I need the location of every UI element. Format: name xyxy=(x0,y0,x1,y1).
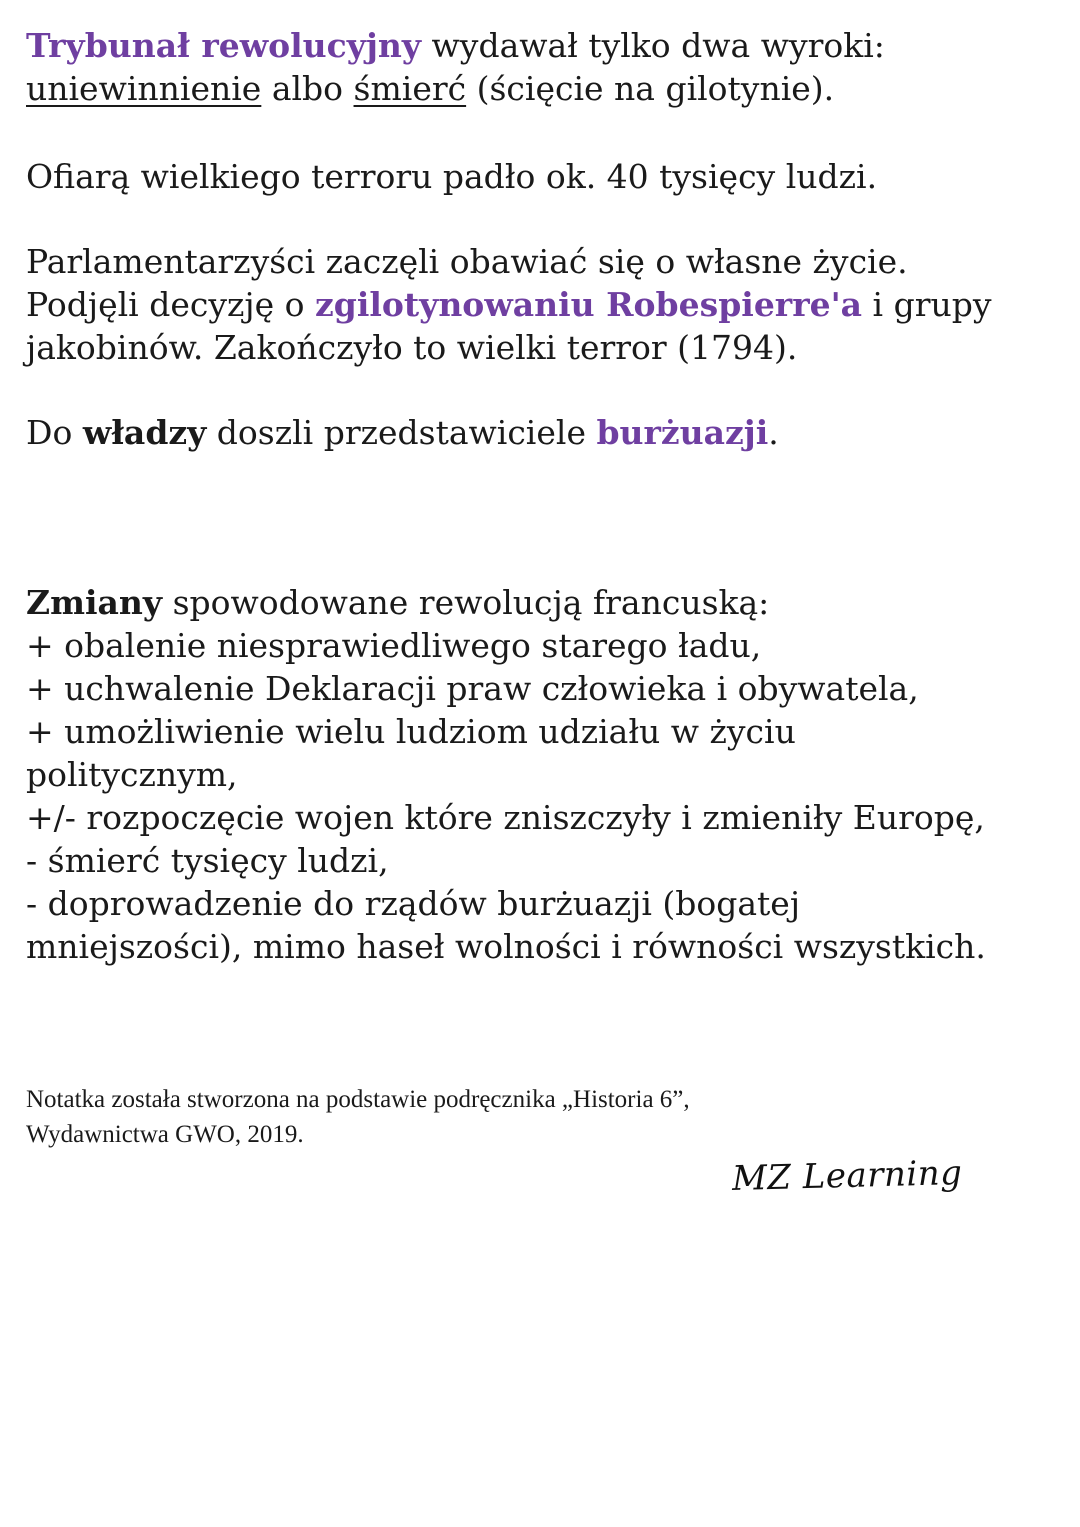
paragraph-victims: Ofiarą wielkiego terroru padło ok. 40 tysięcy ludzi. xyxy=(26,157,878,196)
term-changes: Zmiany xyxy=(26,583,163,622)
text-fragment: albo xyxy=(261,69,354,108)
list-item: mniejszości), mimo haseł wolności i równości wszystkich. xyxy=(26,927,986,966)
source-footnote xyxy=(26,1082,690,1152)
text-fragment: Do xyxy=(26,413,83,452)
term-death: śmierć xyxy=(353,69,467,108)
text-fragment: doszli przedstawiciele xyxy=(206,413,597,452)
text-fragment: spowodowane rewolucją francuską: xyxy=(162,583,770,622)
paragraph-parliament xyxy=(26,240,992,369)
paragraph-power xyxy=(26,411,779,454)
footnote-line: Notatka została stworzona na podstawie podręcznika „Historia 6”, xyxy=(26,1086,690,1113)
list-item: - doprowadzenie do rządów burżuazji (bogatej xyxy=(26,884,801,923)
term-bourgeoisie: burżuazji xyxy=(596,413,769,452)
list-item: politycznym, xyxy=(26,755,238,794)
list-item: + obalenie niesprawiedliwego starego ładu, xyxy=(26,626,762,665)
text-fragment: Podjęli decyzję o xyxy=(26,285,315,324)
list-item: + uchwalenie Deklaracji praw człowieka i obywatela, xyxy=(26,669,919,708)
term-guillotine-robespierre: zgilotynowaniu Robespierre'a xyxy=(315,285,863,324)
term-power: władzy xyxy=(82,413,207,452)
signature: MZ Learning xyxy=(731,1152,963,1200)
text-fragment: . xyxy=(768,413,779,452)
text-fragment: i grupy xyxy=(862,285,992,324)
text-fragment: (ścięcie na gilotynie). xyxy=(466,69,835,108)
term-tribunal: Trybunał rewolucyjny xyxy=(26,26,422,65)
text-line: Parlamentarzyści zaczęli obawiać się o własne życie. xyxy=(26,242,908,281)
list-item: +/- rozpoczęcie wojen które zniszczyły i zmieniły Europę, xyxy=(26,798,985,837)
term-acquittal: uniewinnienie xyxy=(26,69,262,108)
text-line: jakobinów. Zakończyło to wielki terror (1794). xyxy=(26,328,798,367)
paragraph-changes xyxy=(26,581,986,968)
text-fragment: wydawał tylko dwa wyroki: xyxy=(421,26,885,65)
list-item: - śmierć tysięcy ludzi, xyxy=(26,841,389,880)
paragraph-tribunal xyxy=(26,24,885,110)
list-item: + umożliwienie wielu ludziom udziału w życiu xyxy=(26,712,796,751)
footnote-line: Wydawnictwa GWO, 2019. xyxy=(26,1121,304,1148)
